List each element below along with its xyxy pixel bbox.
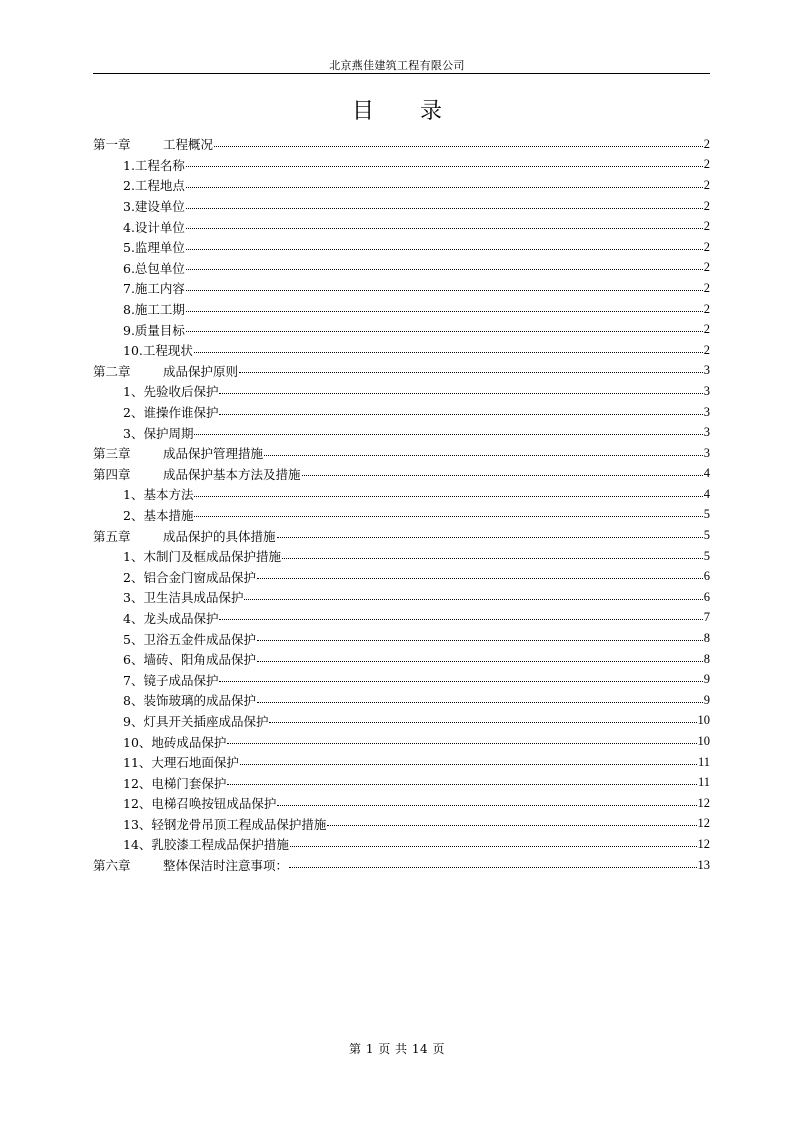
toc-section-entry[interactable] bbox=[93, 505, 710, 526]
toc-dot-leader bbox=[194, 496, 702, 497]
toc-dot-leader bbox=[219, 414, 702, 415]
toc-entry-label: 1.工程名称 bbox=[123, 157, 185, 173]
toc-section-entry[interactable] bbox=[93, 237, 710, 258]
toc-page-number: 2 bbox=[703, 198, 710, 213]
toc-section-entry[interactable] bbox=[93, 711, 710, 732]
toc-page-number: 12 bbox=[697, 816, 710, 831]
toc-dot-leader bbox=[227, 784, 697, 785]
toc-entry-label: 7、镜子成品保护 bbox=[123, 672, 219, 688]
toc-entry-label: 9、灯具开关插座成品保护 bbox=[123, 713, 269, 729]
toc-page-number: 3 bbox=[703, 383, 710, 398]
toc-page-number: 5 bbox=[703, 528, 710, 543]
toc-page-number: 2 bbox=[703, 136, 710, 151]
toc-page-number: 8 bbox=[703, 631, 710, 646]
toc-dot-leader bbox=[186, 290, 703, 291]
toc-section-entry[interactable] bbox=[93, 566, 710, 587]
toc-section-entry[interactable] bbox=[93, 814, 710, 835]
toc-dot-leader bbox=[277, 537, 703, 538]
toc-page-number: 12 bbox=[697, 795, 710, 810]
toc-section-entry[interactable] bbox=[93, 690, 710, 711]
toc-section-entry[interactable] bbox=[93, 175, 710, 196]
toc-entry-label: 工程概况 bbox=[163, 137, 214, 153]
toc-entry-label: 12、电梯召唤按钮成品保护 bbox=[123, 796, 277, 812]
toc-dot-leader bbox=[186, 331, 703, 332]
toc-dot-leader bbox=[327, 825, 696, 826]
toc-entry-label: 成品保护的具体措施 bbox=[163, 528, 276, 544]
toc-entry-label: 3、卫生洁具成品保护 bbox=[123, 590, 244, 606]
toc-section-entry[interactable] bbox=[93, 299, 710, 320]
toc-page-number: 2 bbox=[703, 157, 710, 172]
toc-dot-leader bbox=[186, 187, 703, 188]
toc-dot-leader bbox=[257, 578, 703, 579]
toc-section-entry[interactable] bbox=[93, 278, 710, 299]
toc-entry-label: 1、木制门及框成品保护措施 bbox=[123, 549, 281, 565]
toc-page-number: 13 bbox=[697, 857, 710, 872]
toc-chapter-entry[interactable] bbox=[93, 134, 710, 155]
toc-entry-label: 5.监理单位 bbox=[123, 240, 185, 256]
toc-page-number: 9 bbox=[703, 692, 710, 707]
toc-dot-leader bbox=[219, 393, 702, 394]
toc-entry-label: 9.质量目标 bbox=[123, 322, 185, 338]
toc-entry-label: 14、乳胶漆工程成品保护措施 bbox=[123, 837, 289, 853]
toc-dot-leader bbox=[282, 558, 703, 559]
toc-section-entry[interactable] bbox=[93, 608, 710, 629]
toc-entry-label: 12、电梯门套保护 bbox=[123, 775, 227, 791]
toc-section-entry[interactable] bbox=[93, 216, 710, 237]
toc-dot-leader bbox=[194, 434, 702, 435]
toc-section-entry[interactable] bbox=[93, 752, 710, 773]
toc-chapter-number: 第三章 bbox=[93, 446, 131, 462]
table-of-contents bbox=[93, 134, 710, 875]
toc-entry-label: 2、基本措施 bbox=[123, 507, 194, 523]
toc-entry-label: 5、卫浴五金件成品保护 bbox=[123, 631, 256, 647]
toc-chapter-number: 第一章 bbox=[93, 137, 131, 153]
toc-page-number: 2 bbox=[703, 280, 710, 295]
toc-page-number: 2 bbox=[703, 177, 710, 192]
toc-title: 目录 bbox=[351, 99, 488, 124]
toc-page-number: 4 bbox=[703, 486, 710, 501]
toc-entry-label: 成品保护原则 bbox=[163, 363, 239, 379]
toc-page-number: 2 bbox=[703, 322, 710, 337]
toc-dot-leader bbox=[302, 475, 703, 476]
toc-page-number: 8 bbox=[703, 651, 710, 666]
toc-dot-leader bbox=[186, 228, 703, 229]
toc-entry-label: 10.工程现状 bbox=[123, 343, 193, 359]
toc-section-entry[interactable] bbox=[93, 319, 710, 340]
toc-chapter-number: 第二章 bbox=[93, 363, 131, 379]
toc-section-entry[interactable] bbox=[93, 484, 710, 505]
toc-entry-label: 4、龙头成品保护 bbox=[123, 610, 219, 626]
toc-section-entry[interactable] bbox=[93, 834, 710, 855]
toc-page-number: 10 bbox=[697, 734, 710, 749]
toc-section-entry[interactable] bbox=[93, 649, 710, 670]
toc-page-number: 3 bbox=[703, 445, 710, 460]
toc-dot-leader bbox=[219, 619, 702, 620]
toc-page-number: 2 bbox=[703, 301, 710, 316]
toc-dot-leader bbox=[290, 846, 697, 847]
toc-entry-label: 整体保洁时注意事项： bbox=[163, 858, 289, 874]
toc-entry-label: 1、基本方法 bbox=[123, 487, 194, 503]
toc-section-entry[interactable] bbox=[93, 793, 710, 814]
toc-dot-leader bbox=[186, 166, 703, 167]
toc-section-entry[interactable] bbox=[93, 772, 710, 793]
toc-section-entry[interactable] bbox=[93, 402, 710, 423]
toc-chapter-number: 第四章 bbox=[93, 466, 131, 482]
toc-dot-leader bbox=[186, 249, 703, 250]
toc-dot-leader bbox=[289, 867, 696, 868]
page-footer: 第 1 页 共 14 页 bbox=[349, 1042, 445, 1056]
toc-page-number: 11 bbox=[697, 754, 710, 769]
toc-section-entry[interactable] bbox=[93, 258, 710, 279]
toc-dot-leader bbox=[264, 455, 703, 456]
toc-dot-leader bbox=[194, 516, 702, 517]
toc-chapter-entry[interactable] bbox=[93, 443, 710, 464]
toc-entry-label: 10、地砖成品保护 bbox=[123, 734, 227, 750]
toc-entry-label: 6、墙砖、阳角成品保护 bbox=[123, 652, 256, 668]
toc-entry-label: 4.设计单位 bbox=[123, 219, 185, 235]
toc-page-number: 3 bbox=[703, 363, 710, 378]
toc-chapter-entry[interactable] bbox=[93, 855, 710, 876]
toc-section-entry[interactable] bbox=[93, 422, 710, 443]
toc-page-number: 3 bbox=[703, 425, 710, 440]
toc-page-number: 5 bbox=[703, 548, 710, 563]
toc-chapter-number: 第六章 bbox=[93, 858, 131, 874]
toc-entry-label: 7.施工内容 bbox=[123, 281, 185, 297]
toc-chapter-entry[interactable] bbox=[93, 464, 710, 485]
toc-chapter-entry[interactable] bbox=[93, 525, 710, 546]
toc-dot-leader bbox=[186, 208, 703, 209]
toc-dot-leader bbox=[277, 805, 696, 806]
toc-page-number: 2 bbox=[703, 260, 710, 275]
toc-entry-label: 13、轻钢龙骨吊顶工程成品保护措施 bbox=[123, 816, 327, 832]
toc-entry-label: 成品保护基本方法及措施 bbox=[163, 466, 301, 482]
toc-dot-leader bbox=[219, 681, 702, 682]
toc-entry-label: 2、谁操作谁保护 bbox=[123, 405, 219, 421]
toc-dot-leader bbox=[257, 702, 703, 703]
toc-dot-leader bbox=[240, 764, 697, 765]
toc-chapter-number: 第五章 bbox=[93, 528, 131, 544]
toc-page-number: 2 bbox=[703, 342, 710, 357]
toc-section-entry[interactable] bbox=[93, 381, 710, 402]
header-rule bbox=[93, 73, 710, 74]
running-header: 北京燕佳建筑工程有限公司 bbox=[329, 59, 465, 72]
toc-section-entry[interactable] bbox=[93, 628, 710, 649]
toc-entry-label: 8.施工工期 bbox=[123, 302, 185, 318]
toc-entry-label: 8、装饰玻璃的成品保护 bbox=[123, 693, 256, 709]
toc-dot-leader bbox=[257, 640, 703, 641]
toc-page-number: 6 bbox=[703, 569, 710, 584]
toc-page-number: 10 bbox=[697, 713, 710, 728]
toc-chapter-entry[interactable] bbox=[93, 361, 710, 382]
toc-page-number: 2 bbox=[703, 239, 710, 254]
toc-entry-label: 3.建设单位 bbox=[123, 199, 185, 215]
toc-section-entry[interactable] bbox=[93, 731, 710, 752]
toc-section-entry[interactable] bbox=[93, 546, 710, 567]
toc-page-number: 3 bbox=[703, 404, 710, 419]
toc-section-entry[interactable] bbox=[93, 587, 710, 608]
toc-entry-label: 1、先验收后保护 bbox=[123, 384, 219, 400]
toc-section-entry[interactable] bbox=[93, 669, 710, 690]
toc-page-number: 7 bbox=[703, 610, 710, 625]
toc-dot-leader bbox=[257, 661, 703, 662]
toc-page-number: 9 bbox=[703, 672, 710, 687]
toc-section-entry[interactable] bbox=[93, 196, 710, 217]
toc-page-number: 12 bbox=[697, 836, 710, 851]
toc-entry-label: 2.工程地点 bbox=[123, 178, 185, 194]
toc-entry-label: 成品保护管理措施 bbox=[163, 446, 264, 462]
toc-dot-leader bbox=[269, 722, 696, 723]
toc-dot-leader bbox=[214, 146, 703, 147]
toc-page-number: 2 bbox=[703, 219, 710, 234]
toc-dot-leader bbox=[194, 352, 703, 353]
toc-dot-leader bbox=[186, 269, 703, 270]
toc-entry-label: 2、铝合金门窗成品保护 bbox=[123, 569, 256, 585]
toc-entry-label: 11、大理石地面保护 bbox=[123, 755, 239, 771]
toc-entry-label: 6.总包单位 bbox=[123, 260, 185, 276]
toc-entry-label: 3、保护周期 bbox=[123, 425, 194, 441]
toc-page-number: 11 bbox=[697, 775, 710, 790]
toc-page-number: 4 bbox=[703, 466, 710, 481]
toc-dot-leader bbox=[239, 372, 703, 373]
toc-dot-leader bbox=[227, 743, 696, 744]
toc-section-entry[interactable] bbox=[93, 340, 710, 361]
toc-page-number: 6 bbox=[703, 589, 710, 604]
toc-dot-leader bbox=[244, 599, 702, 600]
toc-dot-leader bbox=[186, 311, 703, 312]
toc-section-entry[interactable] bbox=[93, 155, 710, 176]
toc-page-number: 5 bbox=[703, 507, 710, 522]
